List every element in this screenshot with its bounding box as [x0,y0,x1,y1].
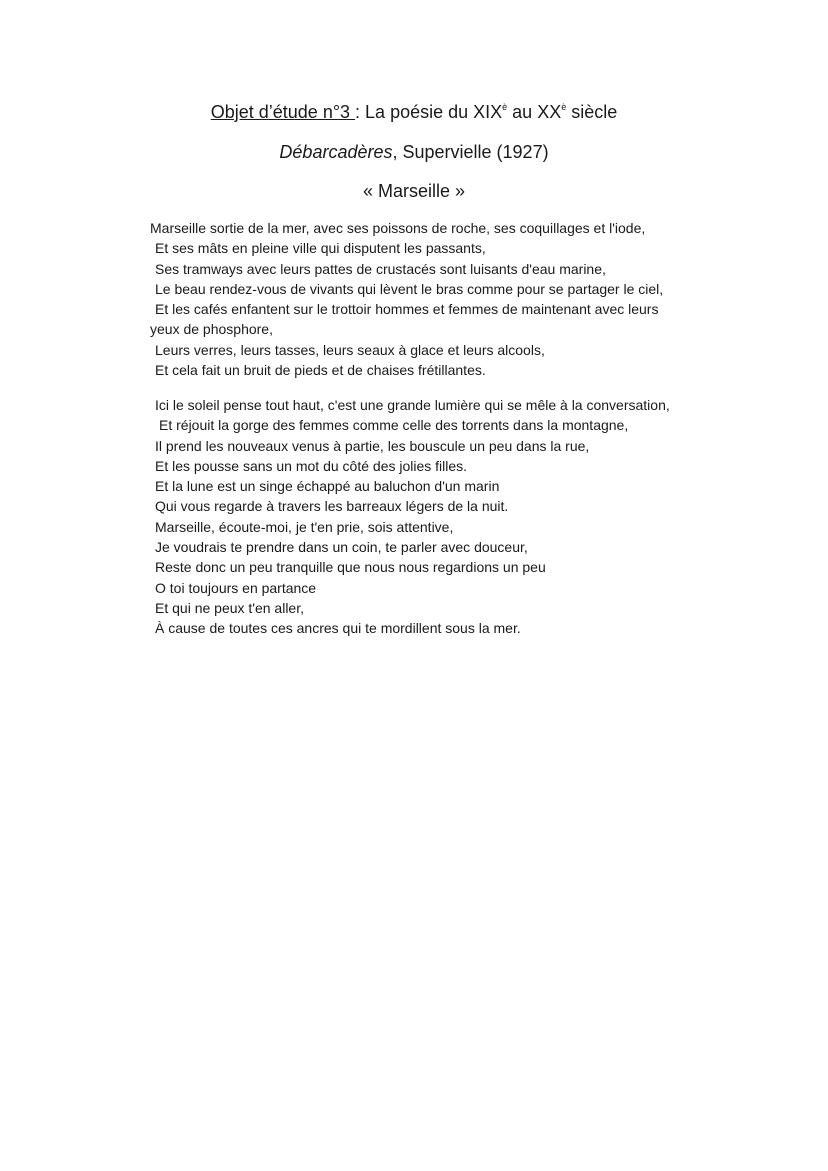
poem-title: « Marseille » [362,181,466,201]
poem-line: Ses tramways avec leurs pattes de crustacés sont luisants d'eau marine, [155,260,606,277]
poem-line: Et cela fait un bruit de pieds et de chaises frétillantes. [155,362,486,379]
study-object-text-b: au XX [507,102,562,122]
poem-line: Et la lune est un singe échappé au baluchon d'un marin [155,478,500,495]
poem-line: O toi toujours en partance [155,579,317,596]
poem-line: Marseille sortie de la mer, avec ses poissons de roche, ses coquillages et l'iode, [150,220,646,236]
poem-stanza-1 [150,218,750,380]
poem-line: Marseille, écoute-moi, je t'en prie, sois attentive, [155,518,454,535]
poem-line: Ici le soleil pense tout haut, c'est une grande lumière qui se mêle à la conversation, [155,397,670,413]
poem-line: Reste donc un peu tranquille que nous nous regardions un peu [155,559,546,576]
book-author-year: , Supervielle (1927) [392,142,549,162]
superscript-1: è [502,102,508,112]
book-title: Débarcadères [279,142,393,162]
poem-line: Qui vous regarde à travers les barreaux légers de la nuit. [155,498,509,515]
study-object-label: Objet d’étude n°3 [210,102,356,122]
poem-line: Le beau rendez-vous de vivants qui lèvent le bras comme pour se partager le ciel, [155,280,664,297]
poem-line: Il prend les nouveaux venus à partie, les bouscule un peu dans la rue, [155,437,590,454]
poem-line: Et les cafés enfantent sur le trottoir hommes et femmes de maintenant avec leurs [155,301,659,318]
poem-line: Et réjouit la gorge des femmes comme celle des torrents dans la montagne, [159,417,629,434]
study-object-text-c: siècle [566,102,618,122]
poem-line: yeux de phosphore, [150,321,273,338]
poem-line: Leurs verres, leurs tasses, leurs seaux à glace et leurs alcools, [155,341,545,358]
poem-line: Je voudrais te prendre dans un coin, te parler avec douceur, [155,539,528,556]
poem-stanza-2 [150,395,750,639]
book-reference [0,141,828,163]
study-object-text-a: : La poésie du XIX [355,102,503,122]
poem-line: Et ses mâts en pleine ville qui disputent les passants, [155,240,486,257]
poem-line: Et qui ne peux t'en aller, [155,599,304,616]
superscript-2: è [561,102,567,112]
poem-line: À cause de toutes ces ancres qui te mordillent sous la mer. [155,620,521,637]
study-object-heading [0,101,828,126]
poem-line: Et les pousse sans un mot du côté des jolies filles. [155,457,468,474]
